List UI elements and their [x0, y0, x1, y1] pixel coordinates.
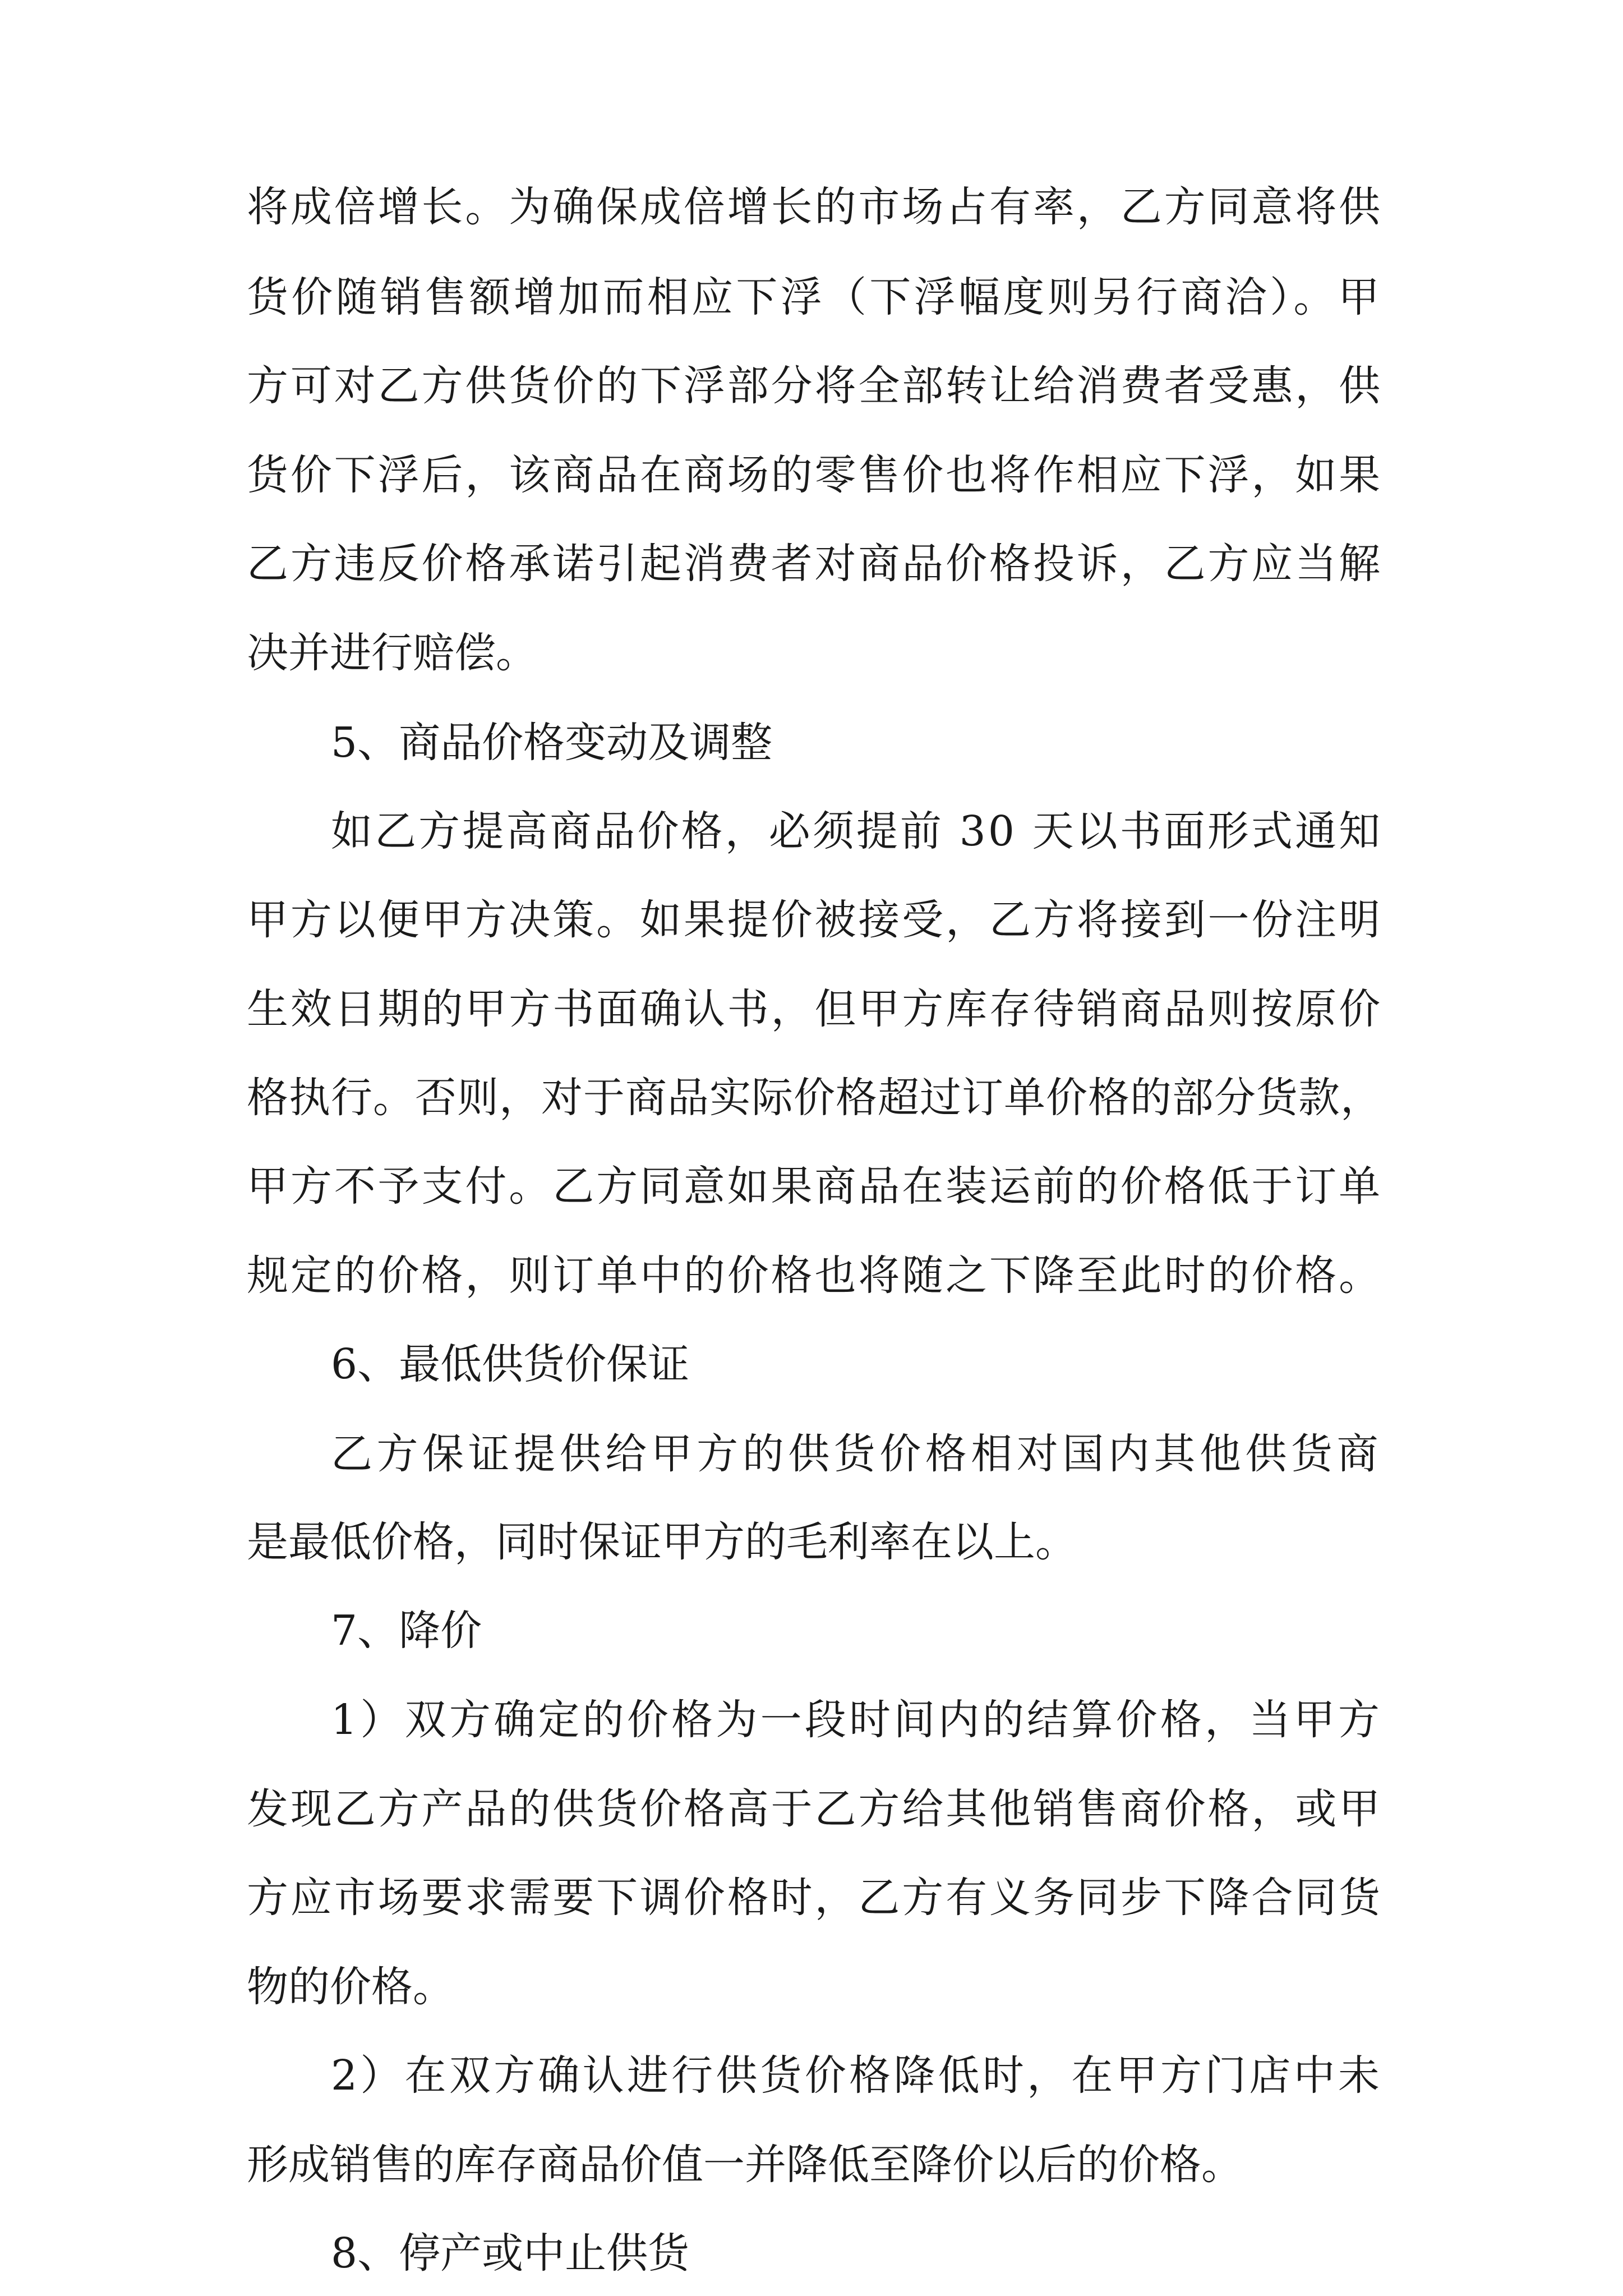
- text-line: 甲方以便甲方决策。如果提价被接受，乙方将接到一份注明: [247, 896, 1382, 944]
- text-line: 货价下浮后，该商品在商场的零售价也将作相应下浮，如果: [247, 451, 1382, 499]
- text-line: 决并进行赔偿。: [247, 629, 537, 677]
- text-line: 方应市场要求需要下调价格时，乙方有义务同步下降合同货: [247, 1874, 1382, 1922]
- text-line: 格执行。否则，对于商品实际价格超过订单价格的部分货款，: [247, 1074, 1382, 1122]
- section-heading: 5、商品价格变动及调整: [331, 719, 773, 767]
- text-line: 1）双方确定的价格为一段时间内的结算价格，当甲方: [331, 1696, 1383, 1744]
- text-line: 生效日期的甲方书面确认书，但甲方库存待销商品则按原价: [247, 985, 1382, 1033]
- text-line: 方可对乙方供货价的下浮部分将全部转让给消费者受惠，供: [247, 362, 1382, 410]
- section-heading: 6、最低供货价保证: [331, 1340, 690, 1388]
- section-heading: 8、停产或中止供货: [331, 2229, 690, 2277]
- text-line: 形成销售的库存商品价值一并降低至降价以后的价格。: [247, 2141, 1243, 2189]
- text-line: 乙方违反价格承诺引起消费者对商品价格投诉，乙方应当解: [247, 540, 1382, 588]
- text-line: 甲方不予支付。乙方同意如果商品在装运前的价格低于订单: [247, 1162, 1382, 1211]
- text-line: 货价随销售额增加而相应下浮（下浮幅度则另行商洽）。甲: [247, 273, 1382, 321]
- text-line: 乙方保证提供给甲方的供货价格相对国内其他供货商: [331, 1430, 1382, 1478]
- text-line: 2）在双方确认进行供货价格降低时，在甲方门店中未: [331, 2051, 1383, 2100]
- text-line: 如乙方提高商品价格，必须提前 30 天以书面形式通知: [331, 807, 1383, 855]
- text-line: 规定的价格，则订单中的价格也将随之下降至此时的价格。: [247, 1251, 1382, 1300]
- text-line: 将成倍增长。为确保成倍增长的市场占有率，乙方同意将供: [247, 183, 1382, 231]
- section-heading: 7、降价: [331, 1607, 482, 1655]
- text-line: 物的价格。: [247, 1963, 454, 2011]
- text-line: 发现乙方产品的供货价格高于乙方给其他销售商价格，或甲: [247, 1785, 1382, 1833]
- text-line: 是最低价格，同时保证甲方的毛利率在以上。: [247, 1518, 1077, 1566]
